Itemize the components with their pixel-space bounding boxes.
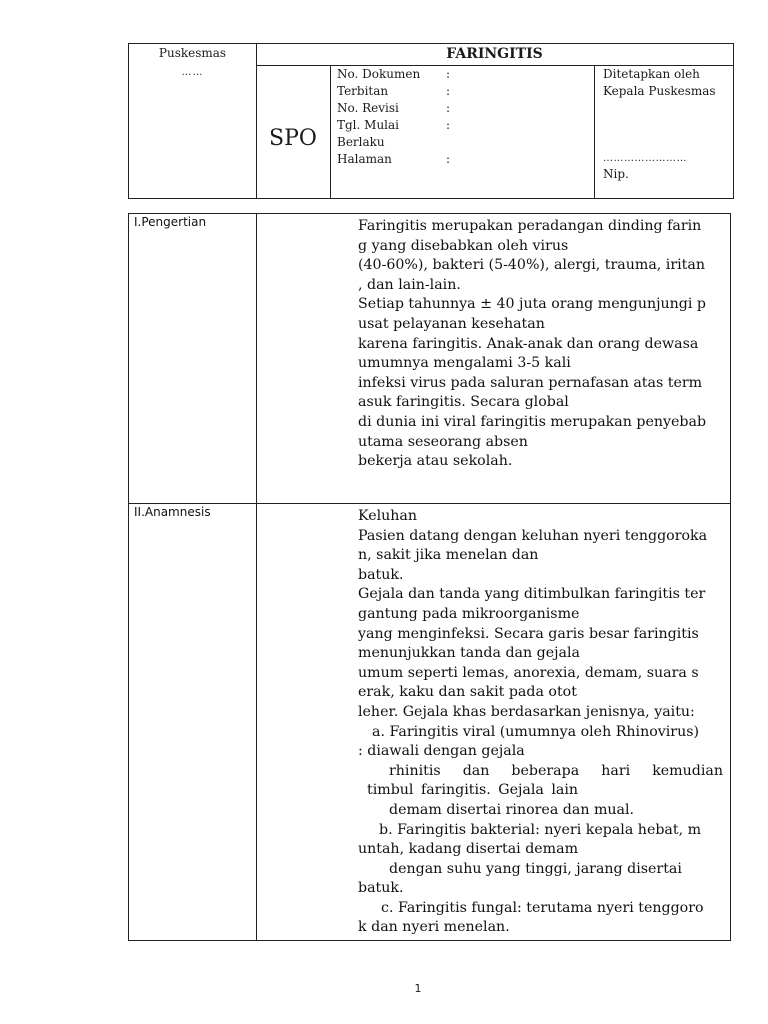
text-line: infeksi virus pada saluran pernafasan atas term xyxy=(358,374,703,391)
section-divider xyxy=(129,503,730,504)
field-no-dokumen xyxy=(337,66,420,83)
header-divider-left xyxy=(256,44,257,198)
org-label: Puskesmas xyxy=(158,46,227,60)
text-line: Keluhan xyxy=(358,508,418,524)
text-line: yang menginfeksi. Secara garis besar faringitis xyxy=(358,625,699,642)
list-item-c: c. Faringitis fungal: terutama nyeri tenggoro xyxy=(381,899,704,916)
field-label: Terbitan xyxy=(337,84,389,98)
field-colon: : xyxy=(446,118,451,132)
field-colon: : xyxy=(446,152,451,166)
text-line: umumnya mengalami 3-5 kali xyxy=(358,355,571,372)
header-divider-spo xyxy=(330,66,331,198)
text-line: batuk. xyxy=(358,880,404,897)
text-line: karena faringitis. Anak-anak dan orang dewasa xyxy=(358,335,699,352)
field-label: Halaman xyxy=(337,152,392,166)
text-line: (40-60%), bakteri (5-40%), alergi, trauma, iritan xyxy=(358,257,705,274)
text-line: usat pelayanan kesehatan xyxy=(358,315,545,332)
document-header-table xyxy=(128,43,734,199)
page-number: 1 xyxy=(414,982,422,995)
section-label-anamnesis: II.Anamnesis xyxy=(134,505,211,519)
text-line: Pasien datang dengan keluhan nyeri tenggoroka xyxy=(358,527,708,544)
text-line: k dan nyeri menelan. xyxy=(358,919,510,936)
label-column-divider xyxy=(256,214,257,940)
field-label: No. Dokumen xyxy=(337,67,421,81)
field-halaman xyxy=(337,151,392,168)
section-label-pengertian: I.Pengertian xyxy=(134,215,207,229)
text-line: utama seseorang absen xyxy=(358,433,528,450)
text-line: Faringitis merupakan peradangan dinding farin xyxy=(358,218,702,234)
text-line: umum seperti lemas, anorexia, demam, suara s xyxy=(358,664,699,681)
text-line: untah, kadang disertai demam xyxy=(358,841,579,858)
text-line: dengan suhu yang tinggi, jarang disertai xyxy=(389,860,682,877)
text-line: n, sakit jika menelan dan xyxy=(358,547,539,564)
field-no-revisi xyxy=(337,100,399,117)
text-line: asuk faringitis. Secara global xyxy=(358,394,569,411)
header-divider-approval xyxy=(594,66,595,198)
org-name-placeholder: …… xyxy=(181,67,204,78)
text-line: demam disertai rinorea dan mual. xyxy=(389,801,635,818)
text-line: Setiap tahunnya ± 40 juta orang mengunjungi p xyxy=(358,296,707,313)
text-line: Gejala dan tanda yang ditimbulkan faringitis ter xyxy=(358,586,706,603)
field-tgl-mulai xyxy=(337,117,399,134)
text-line: gantung pada mikroorganisme xyxy=(358,605,580,622)
text-line: erak, kaku dan sakit pada otot xyxy=(358,684,577,701)
field-berlaku xyxy=(337,134,385,151)
list-item-b: b. Faringitis bakterial: nyeri kepala hebat, m xyxy=(379,821,702,838)
text-line: batuk. xyxy=(358,566,404,583)
field-label: Berlaku xyxy=(337,135,385,149)
field-terbitan xyxy=(337,83,388,100)
document-title: FARINGITIS xyxy=(446,46,543,62)
text-line: g yang disebabkan oleh virus xyxy=(358,237,569,254)
text-line: bekerja atau sekolah. xyxy=(358,453,513,470)
content-table xyxy=(128,213,731,941)
field-colon: : xyxy=(446,101,451,115)
field-colon: : xyxy=(446,84,451,98)
signature-line: …………………… xyxy=(603,153,687,164)
field-label: Tgl. Mulai xyxy=(337,118,399,132)
text-line: : diawali dengan gejala xyxy=(358,743,525,760)
text-line: menunjukkan tanda dan gejala xyxy=(358,645,580,662)
section-body-pengertian xyxy=(358,217,723,472)
text-line: , dan lain-lain. xyxy=(358,276,461,293)
spo-label: SPO xyxy=(269,126,317,151)
text-line: di dunia ini viral faringitis merupakan penyebab xyxy=(358,413,707,430)
text-line: leher. Gejala khas berdasarkan jenisnya, yaitu: xyxy=(358,703,695,720)
section-body-anamnesis xyxy=(358,507,723,938)
text-line: rhinitis dan beberapa hari kemudian xyxy=(389,762,723,779)
field-colon: : xyxy=(446,67,451,81)
field-label: No. Revisi xyxy=(337,101,399,115)
approval-line-2: Kepala Puskesmas xyxy=(603,84,716,98)
list-item-a: a. Faringitis viral (umumnya oleh Rhinovirus) xyxy=(372,723,700,740)
approval-line-1: Ditetapkan oleh xyxy=(603,67,700,81)
text-line: timbul faringitis. Gejala lain xyxy=(367,782,579,799)
nip-label: Nip. xyxy=(603,167,629,181)
